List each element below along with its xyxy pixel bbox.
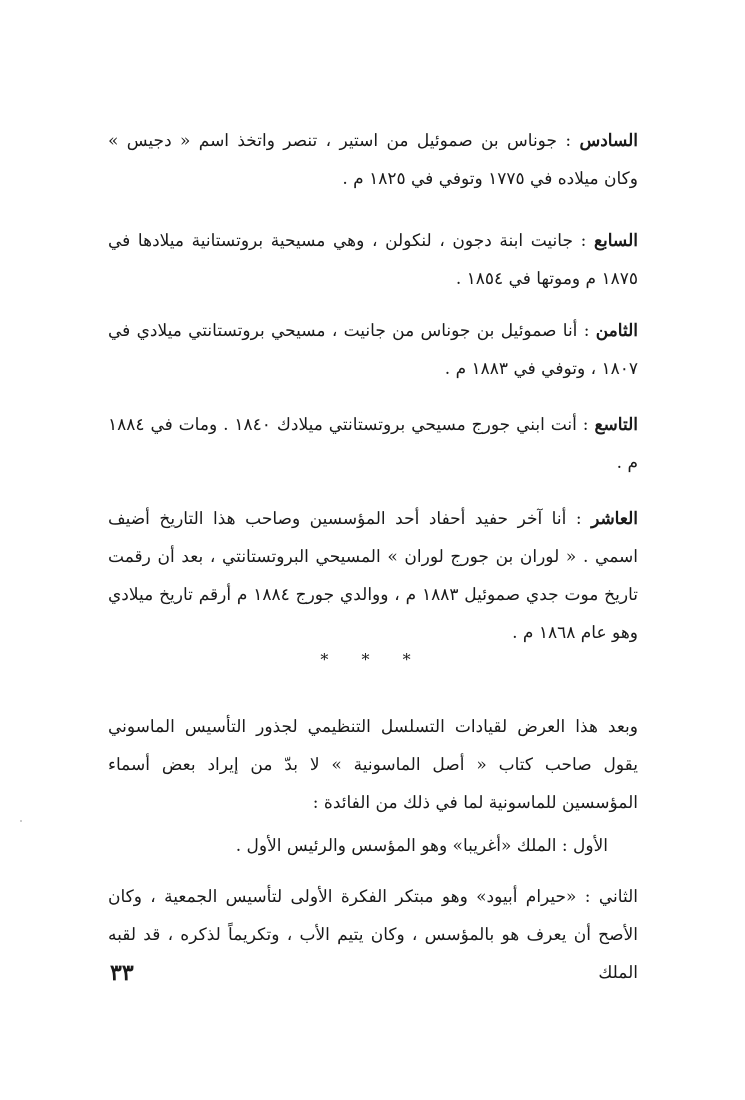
paragraph-label: الثامن	[595, 321, 638, 341]
paragraph-label: السابع	[593, 231, 638, 251]
paragraph-text: أنت ابني جورج مسيحي بروتستانتي ميلادك ١٨٤٠ . ومات في ١٨٨٤ م .	[108, 415, 638, 473]
paragraph-tenth	[108, 500, 638, 652]
paragraph-text: أنا صموئيل بن جوناس من جانيت ، مسيحي بروتستانتي ميلادي في ١٨٠٧ ، وتوفي في ١٨٨٣ م .	[108, 321, 638, 379]
scan-speck	[20, 820, 22, 822]
intro-paragraph: وبعد هذا العرض لقيادات التسلسل التنظيمي لجذور التأسيس الماسوني يقول صاحب كتاب « أصل الماسونية » لا بدّ من إيراد بعض أسماء المؤسسين للماسونية لما في ذلك من الفائدة :	[108, 717, 638, 813]
paragraph-label: السادس	[579, 131, 639, 151]
paragraph-text: جوناس بن صموئيل من استير ، تنصر واتخذ اسم « دجيس » وكان ميلاده في ١٧٧٥ وتوفي في ١٨٢٥ م .	[108, 131, 638, 189]
first-founder-paragraph: الأول : الملك «أغريبا» وهو المؤسس والرئيس الأول .	[235, 836, 608, 856]
paragraph-label: التاسع	[594, 415, 638, 435]
page-number: ٣٣	[110, 960, 134, 986]
label-separator: :	[556, 131, 580, 151]
label-separator: :	[572, 231, 594, 251]
label-separator: :	[577, 321, 596, 341]
second-founder-paragraph: الثاني : «حيرام أبيود» وهو مبتكر الفكرة الأولى لتأسيس الجمعية ، وكان الأصح أن يعرف هو بالمؤسس ، وكان يتيم الأب ، وتكريماً لذكره ، قد لقبه الملك	[108, 887, 638, 983]
label-separator: :	[576, 415, 595, 435]
paragraph-text: أنا آخر حفيد أحفاد أحد المؤسسين وصاحب هذا التاريخ أضيف اسمي . « لوران بن جورج لوران » المسيحي البروتستانتي ، بعد أن رقمت تاريخ موت جدي صموئيل ١٨٨٣ م ، ووالدي جورج ١٨٨٤ م أرقم تاريخ ميلادي وهو عام ١٨٦٨ م .	[108, 509, 638, 643]
label-separator: :	[566, 509, 592, 529]
paragraph-eighth	[108, 312, 638, 388]
section-separator: * * *	[320, 650, 425, 669]
paragraph-seventh	[108, 222, 638, 298]
paragraph-sixth	[108, 122, 638, 198]
paragraph-ninth	[108, 406, 638, 482]
paragraph-text: جانيت ابنة دجون ، لنكولن ، وهي مسيحية بروتستانية ميلادها في ١٨٧٥ م وموتها في ١٨٥٤ .	[108, 231, 638, 289]
paragraph-label: العاشر	[591, 509, 638, 529]
